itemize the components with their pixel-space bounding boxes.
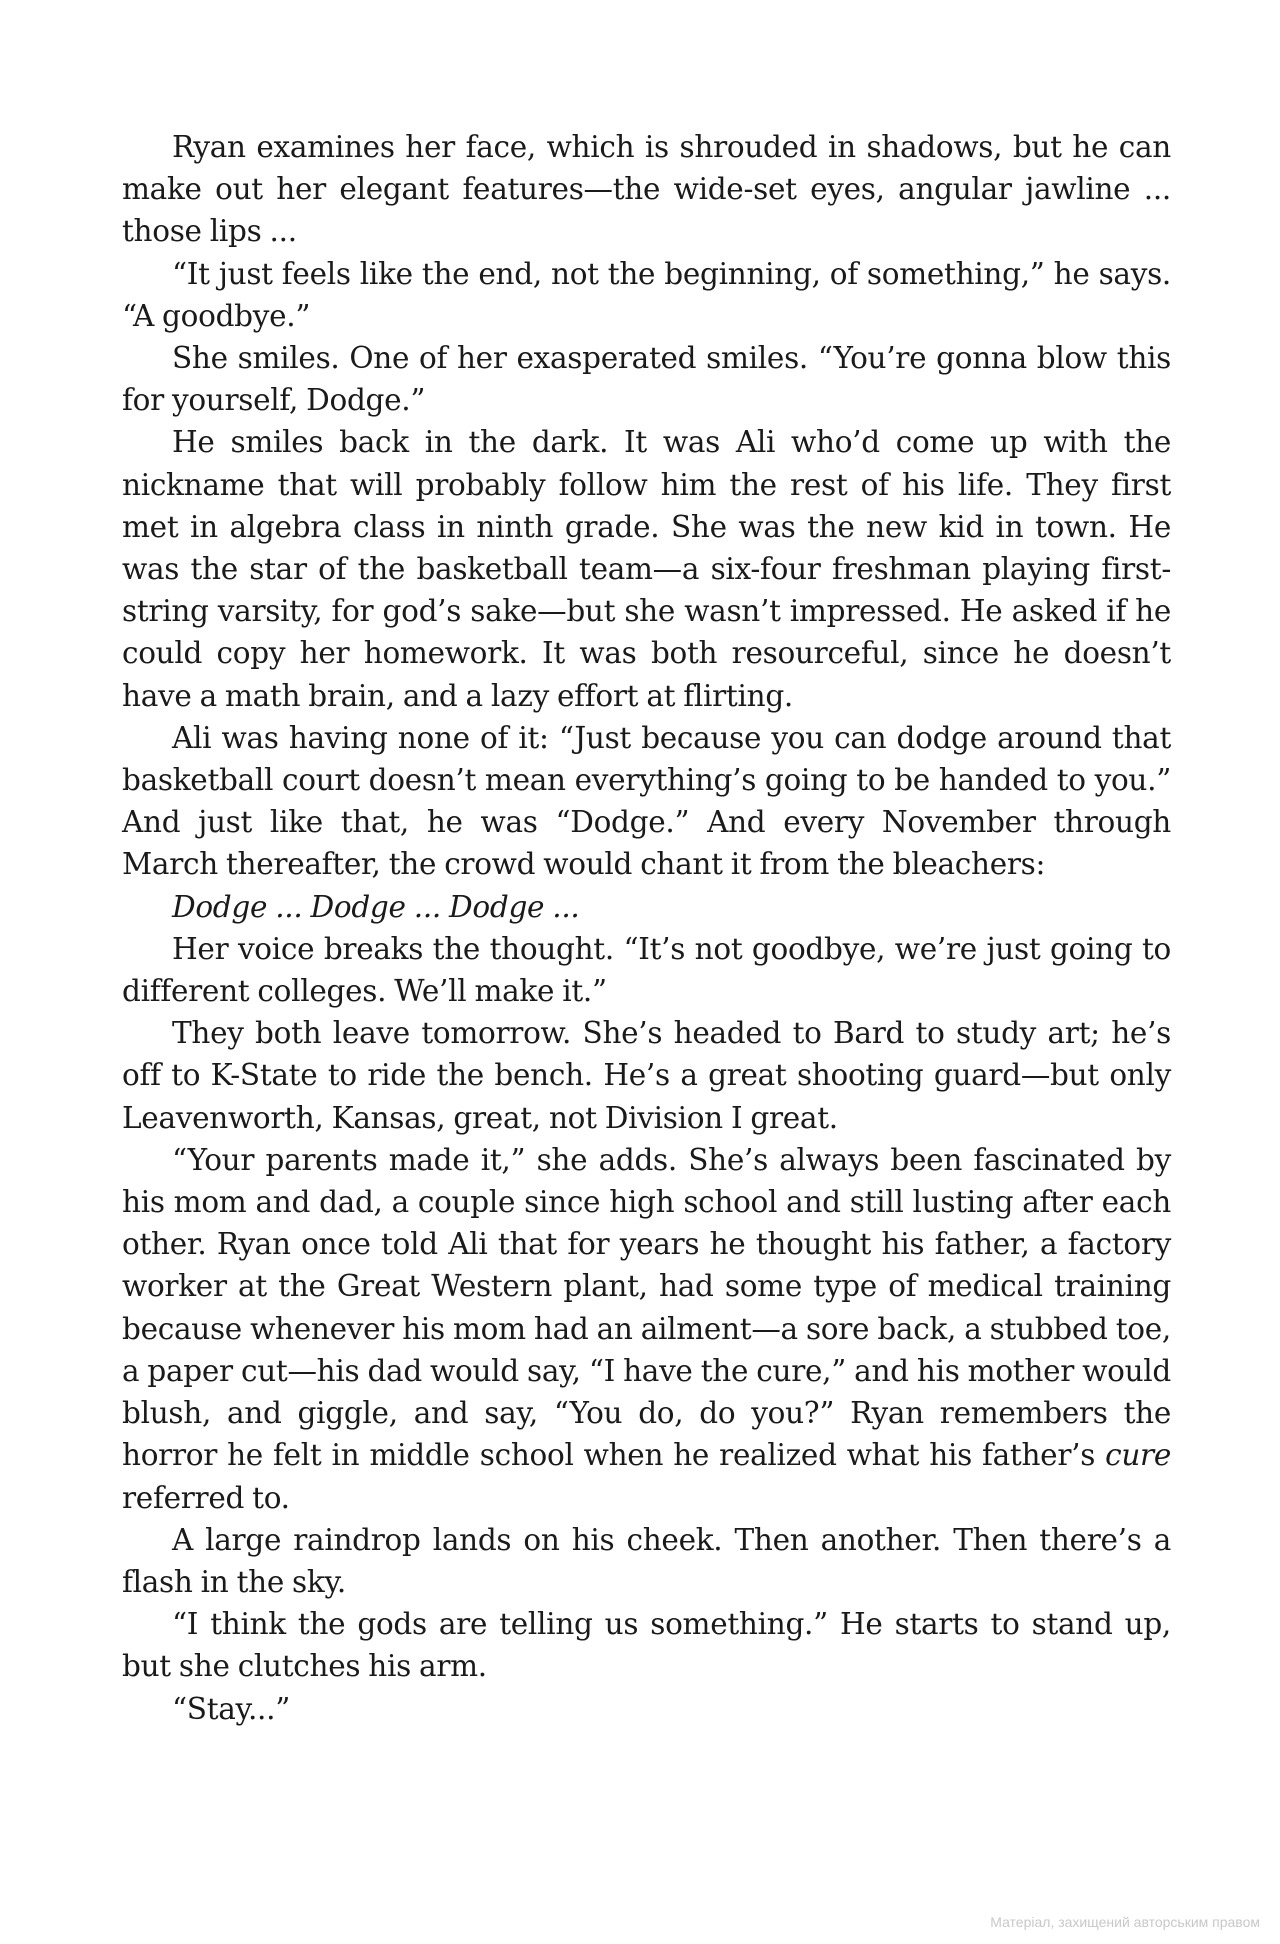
paragraph-text: “Your parents made it,” she adds. She’s always been fascinated by his mom and dad, a couple since high school and still lusting after each other. Ryan once told Ali that for years he thought his father, a factory worker at the Great Western plant, had some type of medical training because whenever his mom had an ailment—a sore back, a stubbed toe, a paper cut—his dad would say, “I have the cure,” and his mother would blush, and giggle, and say, “You do, do you?” Ryan remembers the horror he felt in middle school when he realized what his father’s: [122, 1142, 1171, 1473]
paragraph: “I think the gods are telling us something.” He starts to stand up, but she clutches his arm.: [122, 1607, 1171, 1684]
paragraph: He smiles back in the dark. It was Ali who’d come up with the nickname that will probably follow him the rest of his life. They first met in algebra class in ninth grade. She was the new kid in town. He was the star of the basketball team—a six-four freshman playing first-string varsity, for god’s sake—but she wasn’t impressed. He asked if he could copy her homework. It was both resourceful, since he doesn’t have a math brain, and a lazy effort at flirting.: [122, 425, 1171, 713]
paragraph: She smiles. One of her exasperated smiles. “You’re gonna blow this for yourself, Dodge.”: [122, 341, 1171, 418]
paragraph-text-end: referred to.: [122, 1480, 290, 1515]
italic-word: cure: [1105, 1438, 1172, 1473]
paragraph: [122, 1139, 1171, 1519]
paragraph: “Stay...”: [172, 1691, 290, 1726]
paragraph: Her voice breaks the thought. “It’s not goodbye, we’re just going to different colleges. We’ll make it.”: [122, 931, 1171, 1009]
chant-line: Dodge ... Dodge ... Dodge ...: [172, 889, 580, 924]
paragraph: Ali was having none of it: “Just because you can dodge around that basketball court doesn’t mean everything’s going to be handed to you.” And just like that, he was “Dodge.” And every November through March thereafter, the crowd would chant it from the bleachers:: [122, 720, 1171, 882]
paragraph: A large raindrop lands on his cheek. Then another. Then there’s a flash in the sky.: [122, 1522, 1171, 1599]
copyright-watermark: Матеріал, захищений авторським правом: [990, 1914, 1260, 1930]
paragraph: Ryan examines her face, which is shrouded in shadows, but he can make out her elegant features—the wide-set eyes, angular jawline ... those lips ...: [122, 130, 1171, 249]
book-page: [122, 126, 1171, 1730]
paragraph: They both leave tomorrow. She’s headed to Bard to study art; he’s off to K-State to ride the bench. He’s a great shooting guard—but only Leavenworth, Kansas, great, not Division I great.: [122, 1016, 1171, 1135]
paragraph: “It just feels like the end, not the beginning, of something,” he says. “A goodbye.”: [122, 256, 1171, 333]
